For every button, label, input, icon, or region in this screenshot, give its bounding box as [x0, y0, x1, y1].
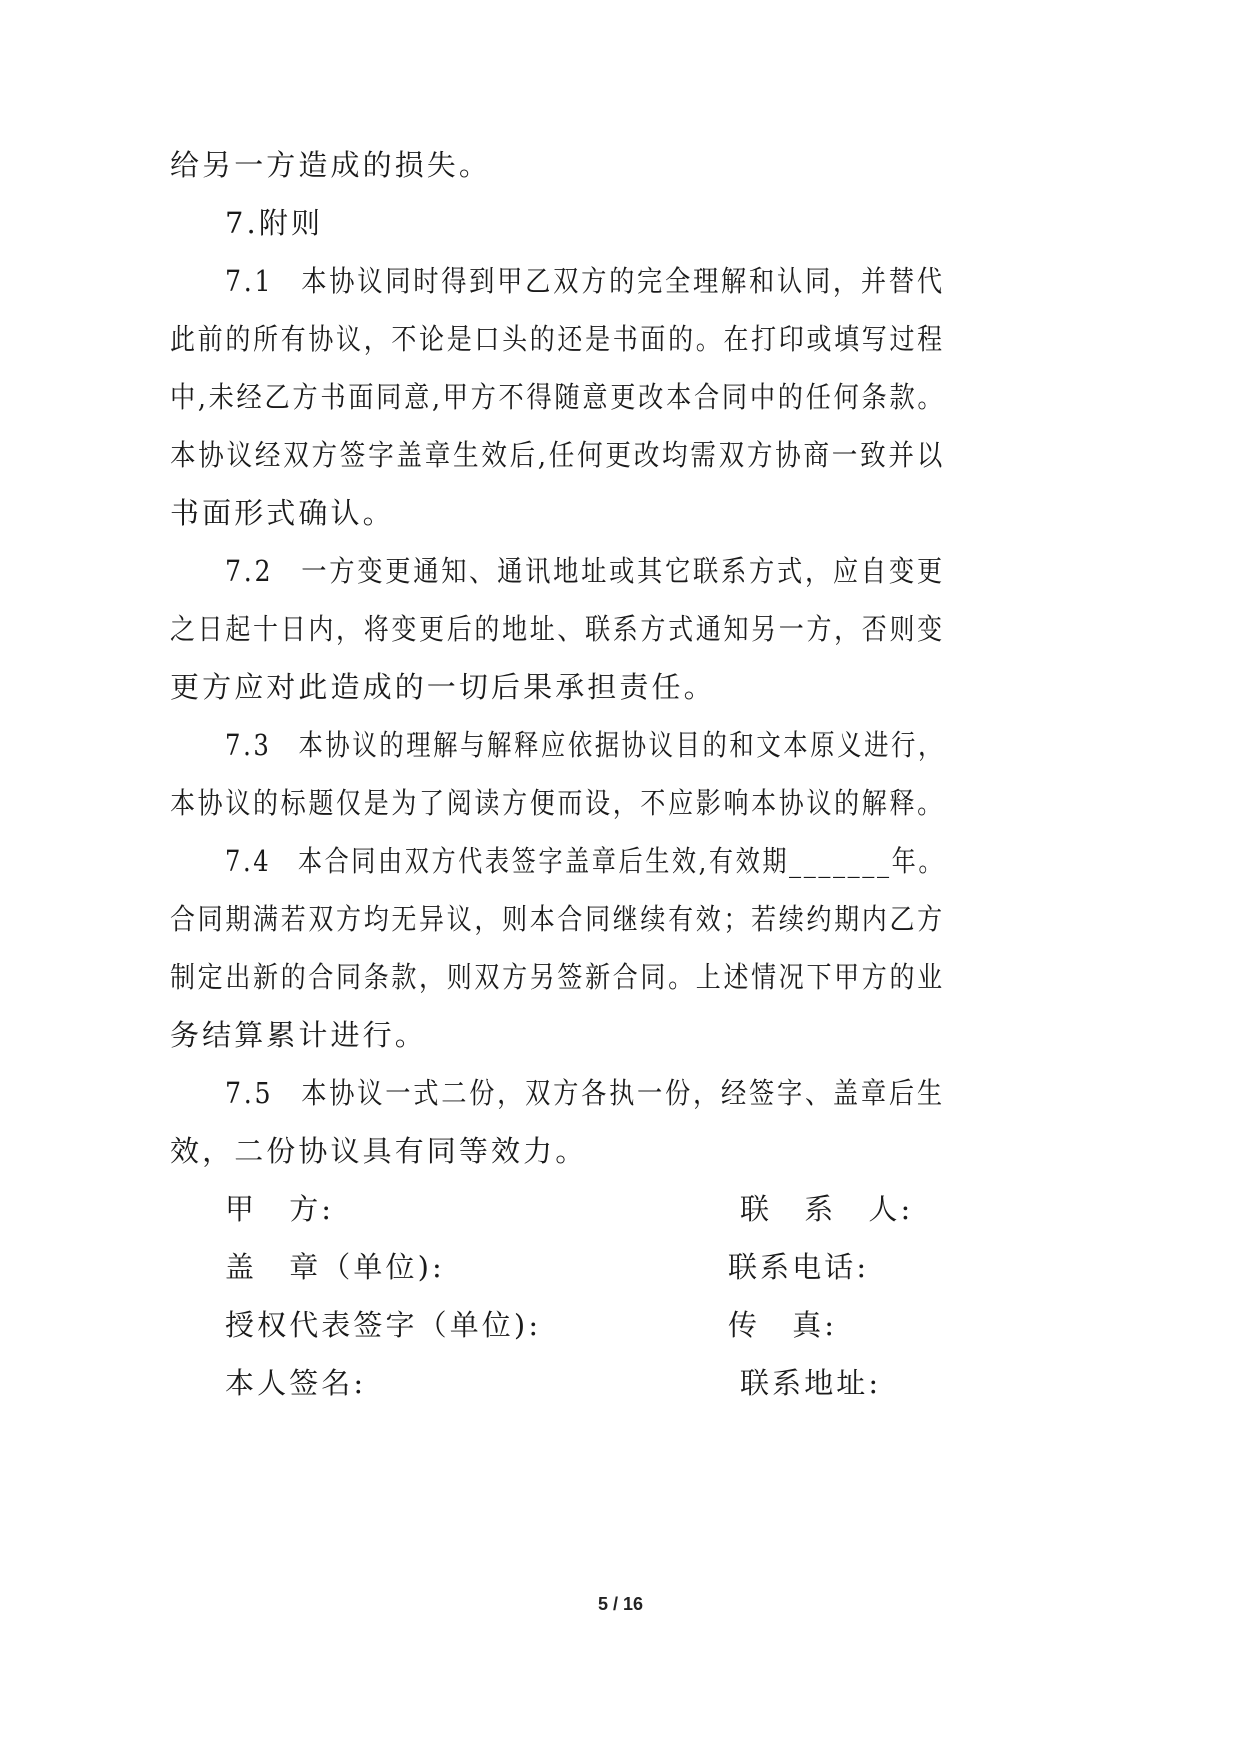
clause-7-1-line: 此前的所有协议，不论是口头的还是书面的。在打印或填写过程: [170, 322, 945, 356]
personal-signature-label: 本人签名:: [225, 1366, 367, 1400]
clause-7-1-line: 中,未经乙方书面同意,甲方不得随意更改本合同中的任何条款。: [170, 380, 946, 414]
clause-7-2-line: 7.2 一方变更通知、通讯地址或其它联系方式，应自变更: [225, 554, 945, 588]
clause-7-5-line: 7.5 本协议一式二份，双方各执一份，经签字、盖章后生: [225, 1076, 945, 1110]
section-heading: 7.附则: [225, 206, 324, 240]
page-number: 5 / 16: [597, 1594, 644, 1614]
clause-7-4-line: 合同期满若双方均无异议，则本合同继续有效；若续约期内乙方: [170, 902, 945, 936]
authorized-signature-label: 授权代表签字（单位):: [225, 1308, 542, 1342]
clause-7-4-line: 制定出新的合同条款，则双方另签新合同。上述情况下甲方的业: [170, 960, 945, 994]
clause-7-2-line: 之日起十日内，将变更后的地址、联系方式通知另一方，否则变: [170, 612, 945, 646]
clause-7-3-line: 7.3 本协议的理解与解释应依据协议目的和文本原义进行，: [225, 728, 945, 762]
clause-7-5-line: 效，二份协议具有同等效力。: [170, 1134, 588, 1168]
paragraph-line: 给另一方造成的损失。: [170, 148, 492, 182]
clause-7-1-line: 7.1 本协议同时得到甲乙双方的完全理解和认同，并替代: [225, 264, 945, 298]
seal-label: 盖 章（单位):: [225, 1250, 445, 1284]
fax-label: 传 真:: [728, 1308, 838, 1342]
clause-7-3-line: 本协议的标题仅是为了阅读方便而设，不应影响本协议的解释。: [170, 786, 945, 820]
clause-7-4-line: 7.4 本合同由双方代表签字盖章后生效,有效期_______年。: [225, 844, 946, 878]
contact-phone-label: 联系电话:: [728, 1250, 870, 1284]
contact-person-label: 联 系 人:: [740, 1192, 914, 1226]
party-a-label: 甲 方:: [225, 1192, 335, 1226]
clause-7-4-line: 务结算累计进行。: [170, 1018, 427, 1052]
clause-7-1-line: 书面形式确认。: [170, 496, 395, 530]
contact-address-label: 联系地址:: [740, 1366, 882, 1400]
clause-7-1-line: 本协议经双方签字盖章生效后,任何更改均需双方协商一致并以: [170, 438, 946, 472]
clause-7-2-line: 更方应对此造成的一切后果承担责任。: [170, 670, 716, 704]
